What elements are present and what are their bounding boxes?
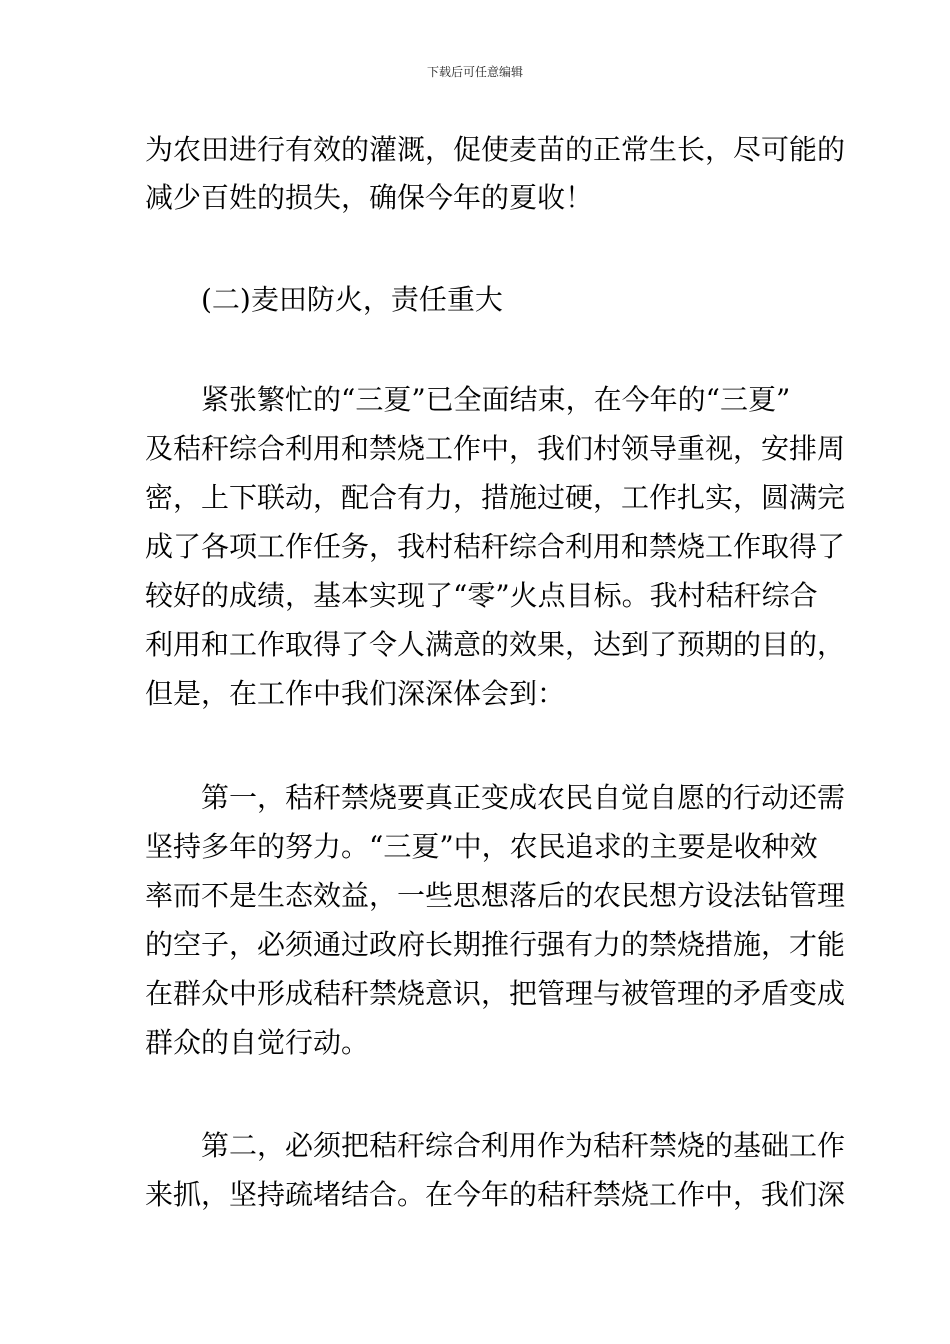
paragraph-5-line-1: 第二，必须把秸秆综合利用作为秸秆禁烧的基础工作 — [201, 1129, 846, 1162]
paragraph-3-line-1: 紧张繁忙的“三夏”已全面结束，在今年的“三夏” — [201, 383, 791, 416]
paragraph-4-line-6: 群众的自觉行动。 — [145, 1026, 370, 1059]
paragraph-3-line-7: 但是，在工作中我们深深体会到： — [145, 677, 566, 710]
paragraph-1-line-2: 减少百姓的损失，确保今年的夏收！ — [145, 181, 594, 214]
paragraph-4-line-3: 率而不是生态效益，一些思想落后的农民想方设法钻管理 — [145, 879, 846, 912]
paragraph-3-line-5: 较好的成绩，基本实现了“零”火点目标。我村秸秆综合 — [145, 579, 818, 612]
paragraph-4-line-5: 在群众中形成秸秆禁烧意识，把管理与被管理的矛盾变成 — [145, 977, 846, 1010]
paragraph-4-line-1: 第一，秸秆禁烧要真正变成农民自觉自愿的行动还需 — [201, 781, 846, 814]
paragraph-3-line-2: 及秸秆综合利用和禁烧工作中，我们村领导重视，安排周 — [145, 432, 846, 465]
paragraph-4-line-2: 坚持多年的努力。“三夏”中，农民追求的主要是收种效 — [145, 830, 818, 863]
paragraph-5-line-2: 来抓，坚持疏堵结合。在今年的秸秆禁烧工作中，我们深 — [145, 1178, 846, 1211]
paragraph-1-line-1: 为农田进行有效的灌溉，促使麦苗的正常生长，尽可能的 — [145, 133, 846, 166]
paragraph-3-line-4: 成了各项工作任务，我村秸秆综合利用和禁烧工作取得了 — [145, 530, 846, 563]
paragraph-4-line-4: 的空子，必须通过政府长期推行强有力的禁烧措施，才能 — [145, 928, 846, 961]
paragraph-3-line-3: 密，上下联动，配合有力，措施过硬，工作扎实，圆满完 — [145, 481, 846, 514]
paragraph-3-line-6: 利用和工作取得了令人满意的效果，达到了预期的目的， — [145, 628, 846, 661]
page-header: 下载后可任意编辑 — [426, 65, 523, 79]
section-heading: (二)麦田防火，责任重大 — [201, 283, 503, 316]
